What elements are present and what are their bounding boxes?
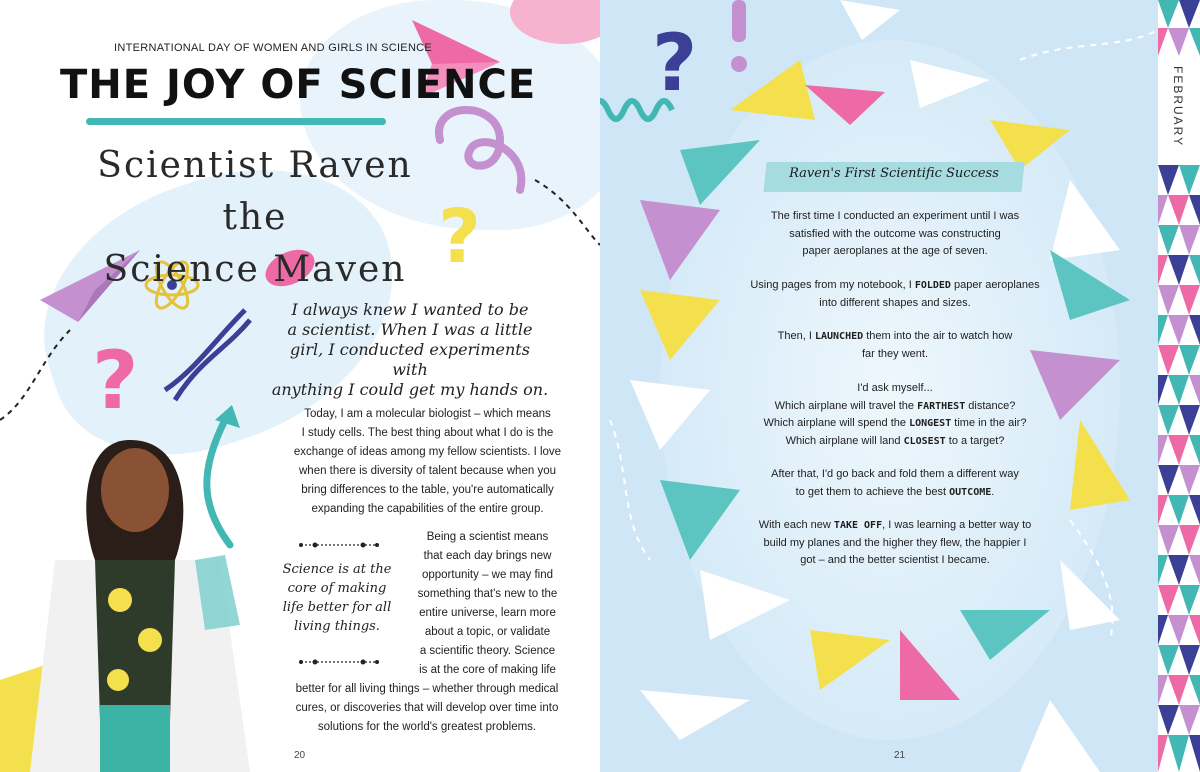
dna-icon: [165, 310, 250, 400]
pullquote-line: life better for all: [282, 600, 392, 615]
text: The first time I conducted an experiment until I was satisfied with the outcome was constructing paper aeroplanes at the age of seven.: [770, 210, 1020, 257]
story-paragraph: [740, 466, 1050, 501]
body-line: cures, or discoveries that will develop over time into: [295, 702, 559, 714]
spiral-arrow-icon: [439, 110, 521, 190]
title-underline: [86, 118, 386, 125]
arrow-icon: [207, 420, 230, 545]
paper-plane-icon: [1070, 420, 1130, 510]
emphasis-word: FOLDED: [914, 280, 951, 291]
quote-line: a scientist. When I was a little: [287, 320, 533, 339]
emphasis-word: LAUNCHED: [814, 331, 864, 342]
body-line: exchange of ideas among my fellow scientists. I love: [293, 446, 562, 458]
body-paragraph: [282, 680, 572, 737]
quote-line: girl, I conducted experiments with: [290, 340, 530, 379]
paper-plane-icon: [910, 60, 990, 108]
paper-plane-icon: [680, 140, 760, 205]
subtitle-line: Scientist Raven the: [97, 145, 413, 238]
page-kicker: INTERNATIONAL DAY OF WOMEN AND GIRLS IN SCIENCE: [114, 42, 433, 54]
scientist-illustration: [0, 440, 250, 772]
dashed-path: [535, 180, 600, 245]
body-line: something that's new to the: [417, 588, 558, 600]
emphasis-word: CLOSEST: [903, 435, 946, 447]
coil-icon: [600, 101, 672, 119]
pullquote-line: core of making: [287, 581, 387, 596]
text: With each new: [758, 519, 834, 531]
body-line: I study cells. The best thing about what I do is the: [301, 427, 554, 439]
question-mark-icon: ?: [92, 334, 139, 427]
body-paragraph: [405, 528, 570, 680]
pullquote-line: Science is at the: [282, 562, 392, 577]
body-line: about a topic, or validate: [424, 626, 551, 638]
pullquote-divider: [297, 541, 381, 549]
pullquote-divider: [297, 658, 381, 666]
emphasis-word: LONGEST: [909, 418, 952, 429]
text: Using pages from my notebook, I: [750, 279, 915, 291]
text: Then, I: [777, 330, 815, 342]
body-line: that each day brings new: [423, 550, 552, 562]
question-mark-icon: ?: [652, 19, 698, 109]
quote-line: anything I could get my hands on.: [271, 380, 549, 399]
paper-plane-icon: [660, 480, 740, 560]
brain-icon: [510, 0, 600, 44]
text: them into the air to watch how far they went.: [861, 330, 1013, 360]
paper-plane-icon: [1050, 250, 1130, 320]
text: .: [991, 485, 995, 498]
emphasis-word: TAKE OFF: [833, 520, 883, 531]
paper-plane-icon: [640, 690, 750, 740]
body-line: when there is diversity of talent because when you: [299, 465, 556, 477]
intro-quote: [270, 300, 550, 400]
paper-plane-icon: [1060, 560, 1120, 630]
exclamation-icon: [732, 0, 746, 42]
body-paragraph: [285, 405, 570, 519]
paper-plane-icon: [700, 570, 790, 640]
text: distance? Which airplane will spend the: [763, 399, 1016, 429]
page-number: 20: [294, 750, 306, 761]
text: After that, I'd go back and fold them a different way to get them to achieve the best: [771, 468, 1019, 498]
dashed-path: [1020, 30, 1158, 60]
dashed-path: [610, 420, 650, 560]
paper-plane-icon: [630, 380, 710, 450]
emphasis-word: OUTCOME: [949, 486, 992, 498]
month-label: FEBRUARY: [1171, 66, 1185, 148]
text: , I was learning a better way to build my planes and the higher they flew, the happier I got – and the better scientist I became.: [763, 519, 1032, 566]
body-line: solutions for the world's greatest problems.: [317, 721, 537, 733]
box-title: Raven's First Scientific Success: [789, 166, 999, 181]
page-title: THE JOY OF SCIENCE: [60, 62, 537, 108]
page-number: 21: [894, 750, 906, 761]
emphasis-word: FARTHEST: [917, 400, 966, 412]
body-line: is at the core of making life: [419, 664, 556, 676]
body-line: Being a scientist means: [426, 531, 549, 543]
quote-line: I always knew I wanted to be: [291, 300, 529, 319]
paper-plane-icon: [640, 200, 720, 280]
body-line: opportunity – we may find: [421, 569, 554, 581]
dashed-path: [0, 330, 70, 420]
story-paragraph: [740, 517, 1050, 570]
body-line: bring differences to the table, you're automatically: [301, 484, 554, 496]
subtitle: [80, 140, 430, 296]
story-paragraph: [740, 328, 1050, 363]
paper-plane-icon: [900, 630, 960, 700]
paper-plane-icon: [960, 610, 1050, 660]
paper-plane-icon: [1050, 180, 1120, 260]
story-paragraph: [740, 380, 1050, 450]
text: to a target?: [945, 434, 1005, 447]
question-mark-icon: ?: [438, 194, 481, 280]
paper-plane-icon: [640, 290, 720, 360]
text: I'd ask myself... Which airplane will travel the: [774, 382, 933, 412]
paper-plane-icon: [1020, 700, 1100, 772]
text: paper aeroplanes into different shapes and sizes.: [819, 279, 1040, 309]
paper-plane-icon: [805, 85, 885, 125]
pullquote-line: living things.: [294, 619, 380, 634]
paper-plane-icon: [810, 630, 890, 690]
pull-quote: [282, 560, 392, 636]
body-line: entire universe, learn more: [419, 607, 556, 619]
body-line: expanding the capabilities of the entire group.: [311, 503, 544, 515]
body-line: Today, I am a molecular biologist – which means: [304, 408, 551, 420]
body-line: a scientific theory. Science: [419, 645, 556, 657]
story-paragraph: [740, 277, 1050, 312]
body-line: better for all living things – whether through medical: [295, 683, 559, 695]
paper-plane-icon: [840, 0, 900, 40]
text: time in the air? Which airplane will land: [785, 417, 1027, 447]
subtitle-line: Science Maven: [103, 249, 407, 290]
story-paragraph: [740, 208, 1050, 261]
